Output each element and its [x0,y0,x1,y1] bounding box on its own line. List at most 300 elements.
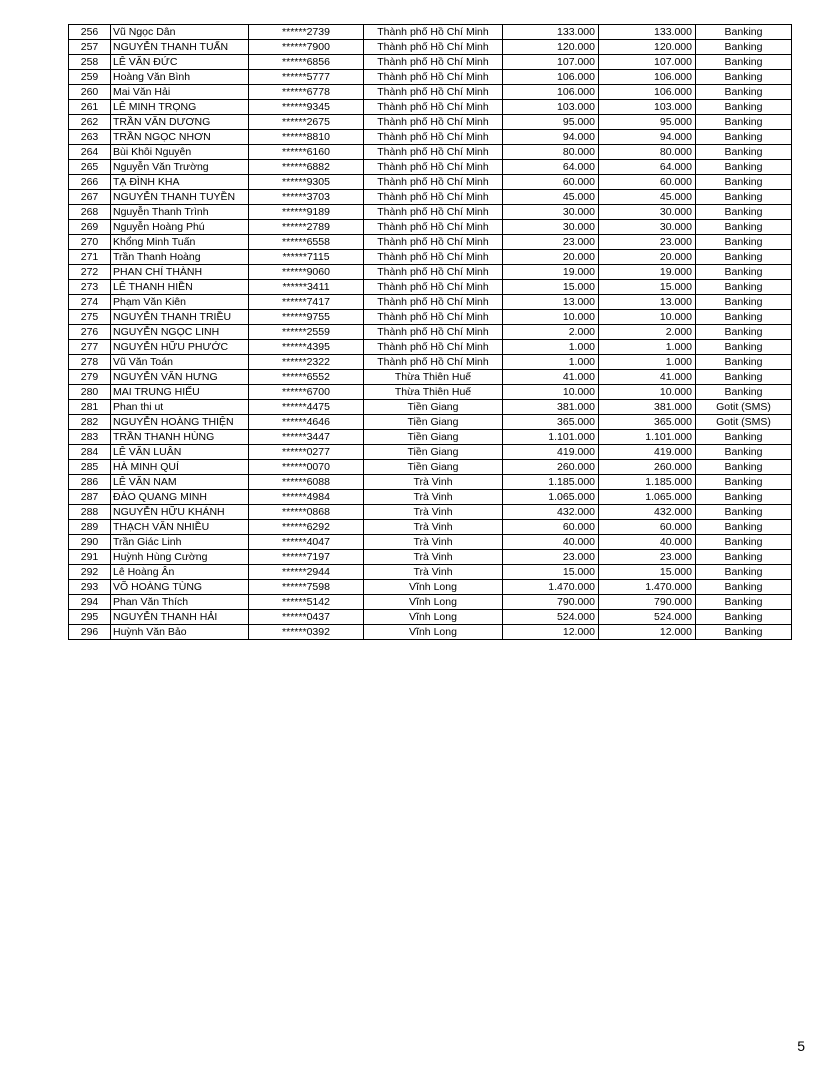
amount-cell: 107.000 [503,55,599,70]
table-row [69,340,792,355]
province-cell: Vĩnh Long [364,580,503,595]
row-index-cell: 282 [69,415,111,430]
table-row [69,220,792,235]
received-amount-cell: 30.000 [599,220,696,235]
table-row [69,445,792,460]
table-row [69,400,792,415]
province-cell: Thành phố Hồ Chí Minh [364,130,503,145]
province-cell: Vĩnh Long [364,595,503,610]
row-index-cell: 273 [69,280,111,295]
donor-name-cell: Trần Giác Linh [111,535,249,550]
amount-cell: 23.000 [503,550,599,565]
table-row [69,250,792,265]
province-cell: Trà Vinh [364,505,503,520]
province-cell: Thành phố Hồ Chí Minh [364,220,503,235]
donor-name-cell: Phạm Văn Kiên [111,295,249,310]
donor-name-cell: LÊ MINH TRỌNG [111,100,249,115]
payment-method-cell: Banking [696,160,792,175]
row-index-cell: 264 [69,145,111,160]
donor-name-cell: Nguyễn Hoàng Phú [111,220,249,235]
row-index-cell: 258 [69,55,111,70]
masked-phone-cell: ******7598 [249,580,364,595]
table-row [69,580,792,595]
payment-method-cell: Banking [696,250,792,265]
donor-name-cell: MAI TRUNG HIẾU [111,385,249,400]
amount-cell: 381.000 [503,400,599,415]
payment-method-cell: Gotit (SMS) [696,415,792,430]
row-index-cell: 280 [69,385,111,400]
donor-name-cell: NGUYỄN HỮU KHÁNH [111,505,249,520]
amount-cell: 103.000 [503,100,599,115]
masked-phone-cell: ******3411 [249,280,364,295]
table-row [69,55,792,70]
table-row [69,175,792,190]
donor-name-cell: Trần Thanh Hoàng [111,250,249,265]
row-index-cell: 286 [69,475,111,490]
received-amount-cell: 381.000 [599,400,696,415]
table-row [69,85,792,100]
province-cell: Thành phố Hồ Chí Minh [364,145,503,160]
province-cell: Thành phố Hồ Chí Minh [364,295,503,310]
donor-name-cell: NGUYỄN HOÀNG THIỆN [111,415,249,430]
masked-phone-cell: ******6700 [249,385,364,400]
received-amount-cell: 106.000 [599,70,696,85]
masked-phone-cell: ******6558 [249,235,364,250]
donor-name-cell: NGUYỄN THANH TUẤN [111,40,249,55]
received-amount-cell: 19.000 [599,265,696,280]
amount-cell: 80.000 [503,145,599,160]
donor-name-cell: TRẦN THANH HÙNG [111,430,249,445]
table-row [69,40,792,55]
received-amount-cell: 40.000 [599,535,696,550]
masked-phone-cell: ******3703 [249,190,364,205]
amount-cell: 260.000 [503,460,599,475]
amount-cell: 64.000 [503,160,599,175]
amount-cell: 45.000 [503,190,599,205]
donor-name-cell: TẠ ĐÌNH KHA [111,175,249,190]
received-amount-cell: 95.000 [599,115,696,130]
masked-phone-cell: ******2944 [249,565,364,580]
amount-cell: 1.101.000 [503,430,599,445]
province-cell: Thành phố Hồ Chí Minh [364,310,503,325]
table-row [69,235,792,250]
donor-name-cell: VÕ HOÀNG TÙNG [111,580,249,595]
province-cell: Thành phố Hồ Chí Minh [364,190,503,205]
row-index-cell: 262 [69,115,111,130]
payment-method-cell: Banking [696,130,792,145]
payment-method-cell: Banking [696,205,792,220]
masked-phone-cell: ******6292 [249,520,364,535]
row-index-cell: 269 [69,220,111,235]
province-cell: Tiền Giang [364,460,503,475]
payment-method-cell: Banking [696,25,792,40]
received-amount-cell: 2.000 [599,325,696,340]
received-amount-cell: 10.000 [599,310,696,325]
masked-phone-cell: ******4395 [249,340,364,355]
table-row [69,565,792,580]
received-amount-cell: 15.000 [599,280,696,295]
payment-method-cell: Banking [696,505,792,520]
masked-phone-cell: ******6778 [249,85,364,100]
table-row [69,160,792,175]
received-amount-cell: 23.000 [599,235,696,250]
received-amount-cell: 15.000 [599,565,696,580]
donor-name-cell: LÊ VĂN ĐỨC [111,55,249,70]
amount-cell: 15.000 [503,565,599,580]
payment-method-cell: Banking [696,430,792,445]
row-index-cell: 276 [69,325,111,340]
province-cell: Trà Vinh [364,565,503,580]
payment-method-cell: Banking [696,85,792,100]
table-row [69,310,792,325]
payment-method-cell: Banking [696,475,792,490]
row-index-cell: 268 [69,205,111,220]
table-row [69,355,792,370]
amount-cell: 120.000 [503,40,599,55]
masked-phone-cell: ******9189 [249,205,364,220]
amount-cell: 365.000 [503,415,599,430]
amount-cell: 432.000 [503,505,599,520]
received-amount-cell: 60.000 [599,520,696,535]
province-cell: Thành phố Hồ Chí Minh [364,235,503,250]
amount-cell: 40.000 [503,535,599,550]
payment-method-cell: Banking [696,220,792,235]
donor-name-cell: Phan thi ut [111,400,249,415]
payment-method-cell: Banking [696,265,792,280]
amount-cell: 30.000 [503,220,599,235]
province-cell: Thành phố Hồ Chí Minh [364,265,503,280]
received-amount-cell: 107.000 [599,55,696,70]
province-cell: Trà Vinh [364,535,503,550]
amount-cell: 106.000 [503,70,599,85]
row-index-cell: 256 [69,25,111,40]
donor-name-cell: Lê Hoàng Ân [111,565,249,580]
row-index-cell: 281 [69,400,111,415]
received-amount-cell: 13.000 [599,295,696,310]
table-body [69,25,792,640]
received-amount-cell: 120.000 [599,40,696,55]
table-row [69,280,792,295]
province-cell: Thành phố Hồ Chí Minh [364,175,503,190]
province-cell: Trà Vinh [364,520,503,535]
masked-phone-cell: ******2322 [249,355,364,370]
amount-cell: 524.000 [503,610,599,625]
masked-phone-cell: ******5777 [249,70,364,85]
donor-name-cell: ĐÀO QUANG MINH [111,490,249,505]
masked-phone-cell: ******9305 [249,175,364,190]
row-index-cell: 271 [69,250,111,265]
amount-cell: 13.000 [503,295,599,310]
amount-cell: 12.000 [503,625,599,640]
masked-phone-cell: ******4646 [249,415,364,430]
province-cell: Thành phố Hồ Chí Minh [364,55,503,70]
province-cell: Trà Vinh [364,490,503,505]
amount-cell: 1.065.000 [503,490,599,505]
received-amount-cell: 133.000 [599,25,696,40]
payment-method-cell: Banking [696,40,792,55]
payment-method-cell: Banking [696,325,792,340]
province-cell: Thành phố Hồ Chí Minh [364,325,503,340]
table-row [69,430,792,445]
page-number: 5 [797,1038,805,1054]
masked-phone-cell: ******0392 [249,625,364,640]
donor-name-cell: Mai Văn Hải [111,85,249,100]
row-index-cell: 257 [69,40,111,55]
received-amount-cell: 60.000 [599,175,696,190]
masked-phone-cell: ******6882 [249,160,364,175]
amount-cell: 94.000 [503,130,599,145]
received-amount-cell: 1.000 [599,340,696,355]
row-index-cell: 261 [69,100,111,115]
masked-phone-cell: ******6856 [249,55,364,70]
province-cell: Thành phố Hồ Chí Minh [364,40,503,55]
payment-method-cell: Banking [696,310,792,325]
masked-phone-cell: ******7900 [249,40,364,55]
table-row [69,70,792,85]
table-row [69,265,792,280]
payment-method-cell: Banking [696,535,792,550]
masked-phone-cell: ******6160 [249,145,364,160]
province-cell: Thành phố Hồ Chí Minh [364,280,503,295]
payment-method-cell: Banking [696,100,792,115]
table-row [69,190,792,205]
masked-phone-cell: ******9060 [249,265,364,280]
row-index-cell: 283 [69,430,111,445]
row-index-cell: 290 [69,535,111,550]
received-amount-cell: 1.065.000 [599,490,696,505]
payment-method-cell: Banking [696,625,792,640]
masked-phone-cell: ******2675 [249,115,364,130]
payment-method-cell: Banking [696,70,792,85]
received-amount-cell: 64.000 [599,160,696,175]
payment-method-cell: Banking [696,610,792,625]
row-index-cell: 285 [69,460,111,475]
amount-cell: 106.000 [503,85,599,100]
masked-phone-cell: ******0868 [249,505,364,520]
payment-method-cell: Banking [696,115,792,130]
donor-name-cell: THẠCH VĂN NHIỀU [111,520,249,535]
amount-cell: 419.000 [503,445,599,460]
province-cell: Thành phố Hồ Chí Minh [364,115,503,130]
masked-phone-cell: ******0070 [249,460,364,475]
table-row [69,520,792,535]
province-cell: Tiền Giang [364,445,503,460]
masked-phone-cell: ******7115 [249,250,364,265]
masked-phone-cell: ******9345 [249,100,364,115]
received-amount-cell: 30.000 [599,205,696,220]
received-amount-cell: 1.185.000 [599,475,696,490]
amount-cell: 790.000 [503,595,599,610]
donor-name-cell: LÊ VĂN LUÂN [111,445,249,460]
province-cell: Thành phố Hồ Chí Minh [364,100,503,115]
received-amount-cell: 45.000 [599,190,696,205]
province-cell: Tiền Giang [364,430,503,445]
donor-name-cell: Huỳnh Hùng Cường [111,550,249,565]
province-cell: Thành phố Hồ Chí Minh [364,70,503,85]
province-cell: Vĩnh Long [364,610,503,625]
amount-cell: 10.000 [503,310,599,325]
province-cell: Trà Vinh [364,475,503,490]
donor-name-cell: Nguyễn Văn Trường [111,160,249,175]
row-index-cell: 259 [69,70,111,85]
table-row [69,385,792,400]
table-row [69,460,792,475]
row-index-cell: 289 [69,520,111,535]
row-index-cell: 279 [69,370,111,385]
row-index-cell: 260 [69,85,111,100]
amount-cell: 1.000 [503,340,599,355]
province-cell: Thừa Thiên Huế [364,385,503,400]
table-row [69,610,792,625]
row-index-cell: 278 [69,355,111,370]
masked-phone-cell: ******6088 [249,475,364,490]
province-cell: Trà Vinh [364,550,503,565]
received-amount-cell: 94.000 [599,130,696,145]
donor-name-cell: HÀ MINH QUÍ [111,460,249,475]
masked-phone-cell: ******5142 [249,595,364,610]
row-index-cell: 272 [69,265,111,280]
payment-method-cell: Banking [696,55,792,70]
province-cell: Thành phố Hồ Chí Minh [364,340,503,355]
amount-cell: 133.000 [503,25,599,40]
province-cell: Thành phố Hồ Chí Minh [364,85,503,100]
row-index-cell: 294 [69,595,111,610]
donor-name-cell: NGUYỄN THANH TUYỀN [111,190,249,205]
row-index-cell: 265 [69,160,111,175]
donor-name-cell: Phan Văn Thích [111,595,249,610]
table-row [69,130,792,145]
received-amount-cell: 1.101.000 [599,430,696,445]
amount-cell: 1.470.000 [503,580,599,595]
amount-cell: 10.000 [503,385,599,400]
table-row [69,25,792,40]
province-cell: Tiền Giang [364,400,503,415]
received-amount-cell: 106.000 [599,85,696,100]
row-index-cell: 296 [69,625,111,640]
payment-method-cell: Banking [696,490,792,505]
table-row [69,505,792,520]
payment-method-cell: Banking [696,340,792,355]
masked-phone-cell: ******3447 [249,430,364,445]
masked-phone-cell: ******7197 [249,550,364,565]
payment-method-cell: Banking [696,520,792,535]
table-row [69,370,792,385]
amount-cell: 60.000 [503,175,599,190]
donor-name-cell: NGUYỄN THANH HẢI [111,610,249,625]
amount-cell: 60.000 [503,520,599,535]
payment-method-cell: Banking [696,580,792,595]
payment-method-cell: Banking [696,355,792,370]
masked-phone-cell: ******2789 [249,220,364,235]
amount-cell: 20.000 [503,250,599,265]
received-amount-cell: 41.000 [599,370,696,385]
row-index-cell: 275 [69,310,111,325]
payment-method-cell: Gotit (SMS) [696,400,792,415]
amount-cell: 15.000 [503,280,599,295]
table-row [69,595,792,610]
province-cell: Thành phố Hồ Chí Minh [364,25,503,40]
amount-cell: 23.000 [503,235,599,250]
row-index-cell: 284 [69,445,111,460]
masked-phone-cell: ******8810 [249,130,364,145]
donor-name-cell: Khổng Minh Tuấn [111,235,249,250]
payment-method-cell: Banking [696,370,792,385]
amount-cell: 2.000 [503,325,599,340]
table-row [69,490,792,505]
donor-name-cell: Bùi Khôi Nguyên [111,145,249,160]
donor-name-cell: NGUYỄN HỮU PHƯỚC [111,340,249,355]
table-row [69,115,792,130]
payment-method-cell: Banking [696,280,792,295]
table-row [69,475,792,490]
donor-name-cell: NGUYỄN NGỌC LINH [111,325,249,340]
province-cell: Thừa Thiên Huế [364,370,503,385]
donor-name-cell: TRẦN NGỌC NHƠN [111,130,249,145]
masked-phone-cell: ******6552 [249,370,364,385]
received-amount-cell: 524.000 [599,610,696,625]
province-cell: Thành phố Hồ Chí Minh [364,160,503,175]
masked-phone-cell: ******4984 [249,490,364,505]
payment-method-cell: Banking [696,445,792,460]
received-amount-cell: 10.000 [599,385,696,400]
province-cell: Thành phố Hồ Chí Minh [364,205,503,220]
received-amount-cell: 432.000 [599,505,696,520]
province-cell: Vĩnh Long [364,625,503,640]
province-cell: Thành phố Hồ Chí Minh [364,250,503,265]
province-cell: Thành phố Hồ Chí Minh [364,355,503,370]
donor-name-cell: LÊ VĂN NAM [111,475,249,490]
amount-cell: 1.185.000 [503,475,599,490]
table-row [69,325,792,340]
amount-cell: 95.000 [503,115,599,130]
received-amount-cell: 790.000 [599,595,696,610]
table-row [69,415,792,430]
masked-phone-cell: ******2739 [249,25,364,40]
table-row [69,535,792,550]
row-index-cell: 287 [69,490,111,505]
received-amount-cell: 260.000 [599,460,696,475]
table-row [69,295,792,310]
row-index-cell: 277 [69,340,111,355]
received-amount-cell: 1.470.000 [599,580,696,595]
row-index-cell: 263 [69,130,111,145]
received-amount-cell: 12.000 [599,625,696,640]
payment-method-cell: Banking [696,460,792,475]
donor-name-cell: Vũ Ngọc Dân [111,25,249,40]
donor-name-cell: NGUYỄN VĂN HƯNG [111,370,249,385]
masked-phone-cell: ******7417 [249,295,364,310]
masked-phone-cell: ******9755 [249,310,364,325]
donor-name-cell: LÊ THANH HIỀN [111,280,249,295]
payment-method-cell: Banking [696,295,792,310]
amount-cell: 41.000 [503,370,599,385]
payment-method-cell: Banking [696,565,792,580]
received-amount-cell: 20.000 [599,250,696,265]
amount-cell: 19.000 [503,265,599,280]
received-amount-cell: 1.000 [599,355,696,370]
masked-phone-cell: ******4047 [249,535,364,550]
received-amount-cell: 419.000 [599,445,696,460]
table-row [69,550,792,565]
row-index-cell: 292 [69,565,111,580]
masked-phone-cell: ******2559 [249,325,364,340]
row-index-cell: 270 [69,235,111,250]
donor-name-cell: Hoàng Văn Bình [111,70,249,85]
table-row [69,625,792,640]
masked-phone-cell: ******0437 [249,610,364,625]
payment-method-cell: Banking [696,385,792,400]
row-index-cell: 295 [69,610,111,625]
